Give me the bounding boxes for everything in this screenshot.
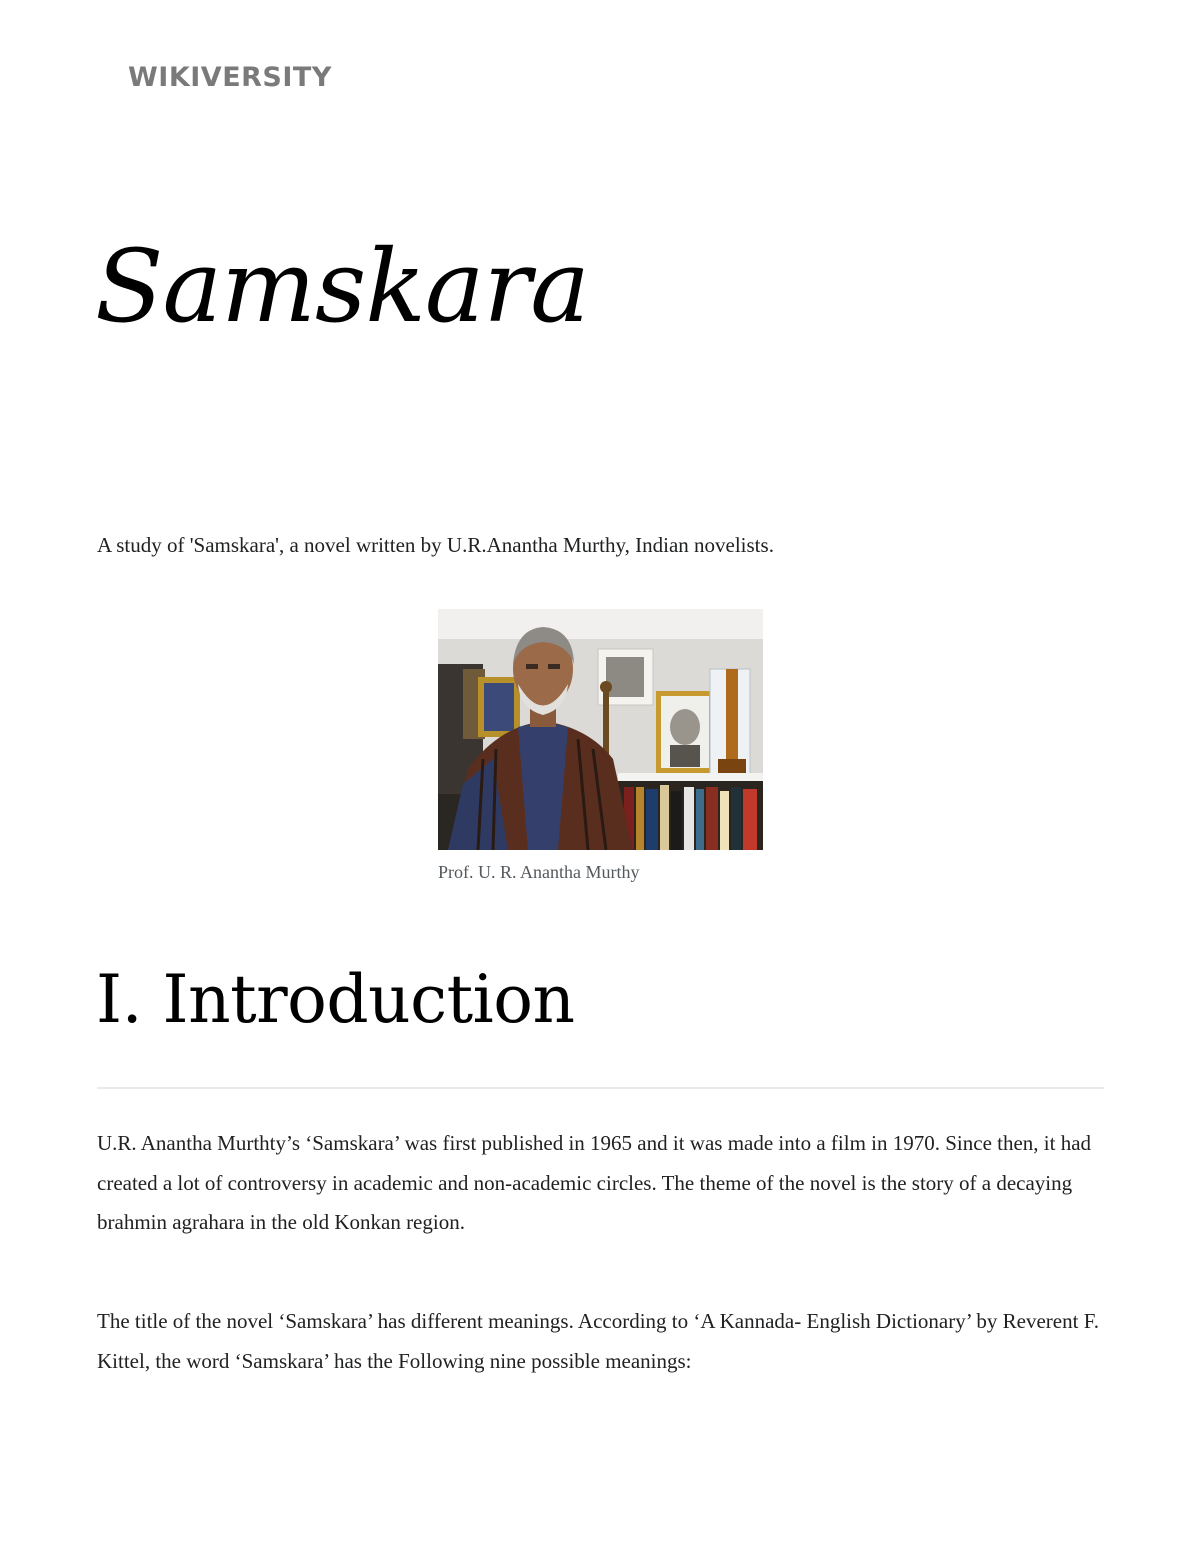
author-figure: [438, 609, 763, 884]
wikiversity-logo[interactable]: WIKIVERSITY: [128, 62, 332, 93]
page-title: Samskara: [95, 228, 589, 345]
author-photo[interactable]: [438, 609, 763, 850]
article-summary: A study of 'Samskara', a novel written by U.R.Anantha Murthy, Indian novelists.: [97, 533, 774, 557]
paragraph: The title of the novel ‘Samskara’ has different meanings. According to ‘A Kannada- English Dictionary’ by Reverent F. Kittel, the word ‘Samskara’ has the Following nine possible meanings:: [97, 1309, 1099, 1373]
figure-caption: Prof. U. R. Anantha Murthy: [438, 862, 640, 882]
heading-divider: [97, 1087, 1104, 1089]
paragraph: U.R. Anantha Murthty’s ‘Samskara’ was first published in 1965 and it was made into a film in 1970. Since then, it had created a lot of controversy in academic and non-academic circles. The theme of the novel is the story of a decaying brahmin agrahara in the old Konkan region.: [97, 1131, 1092, 1234]
section-heading-introduction: I. Introduction: [96, 961, 575, 1038]
